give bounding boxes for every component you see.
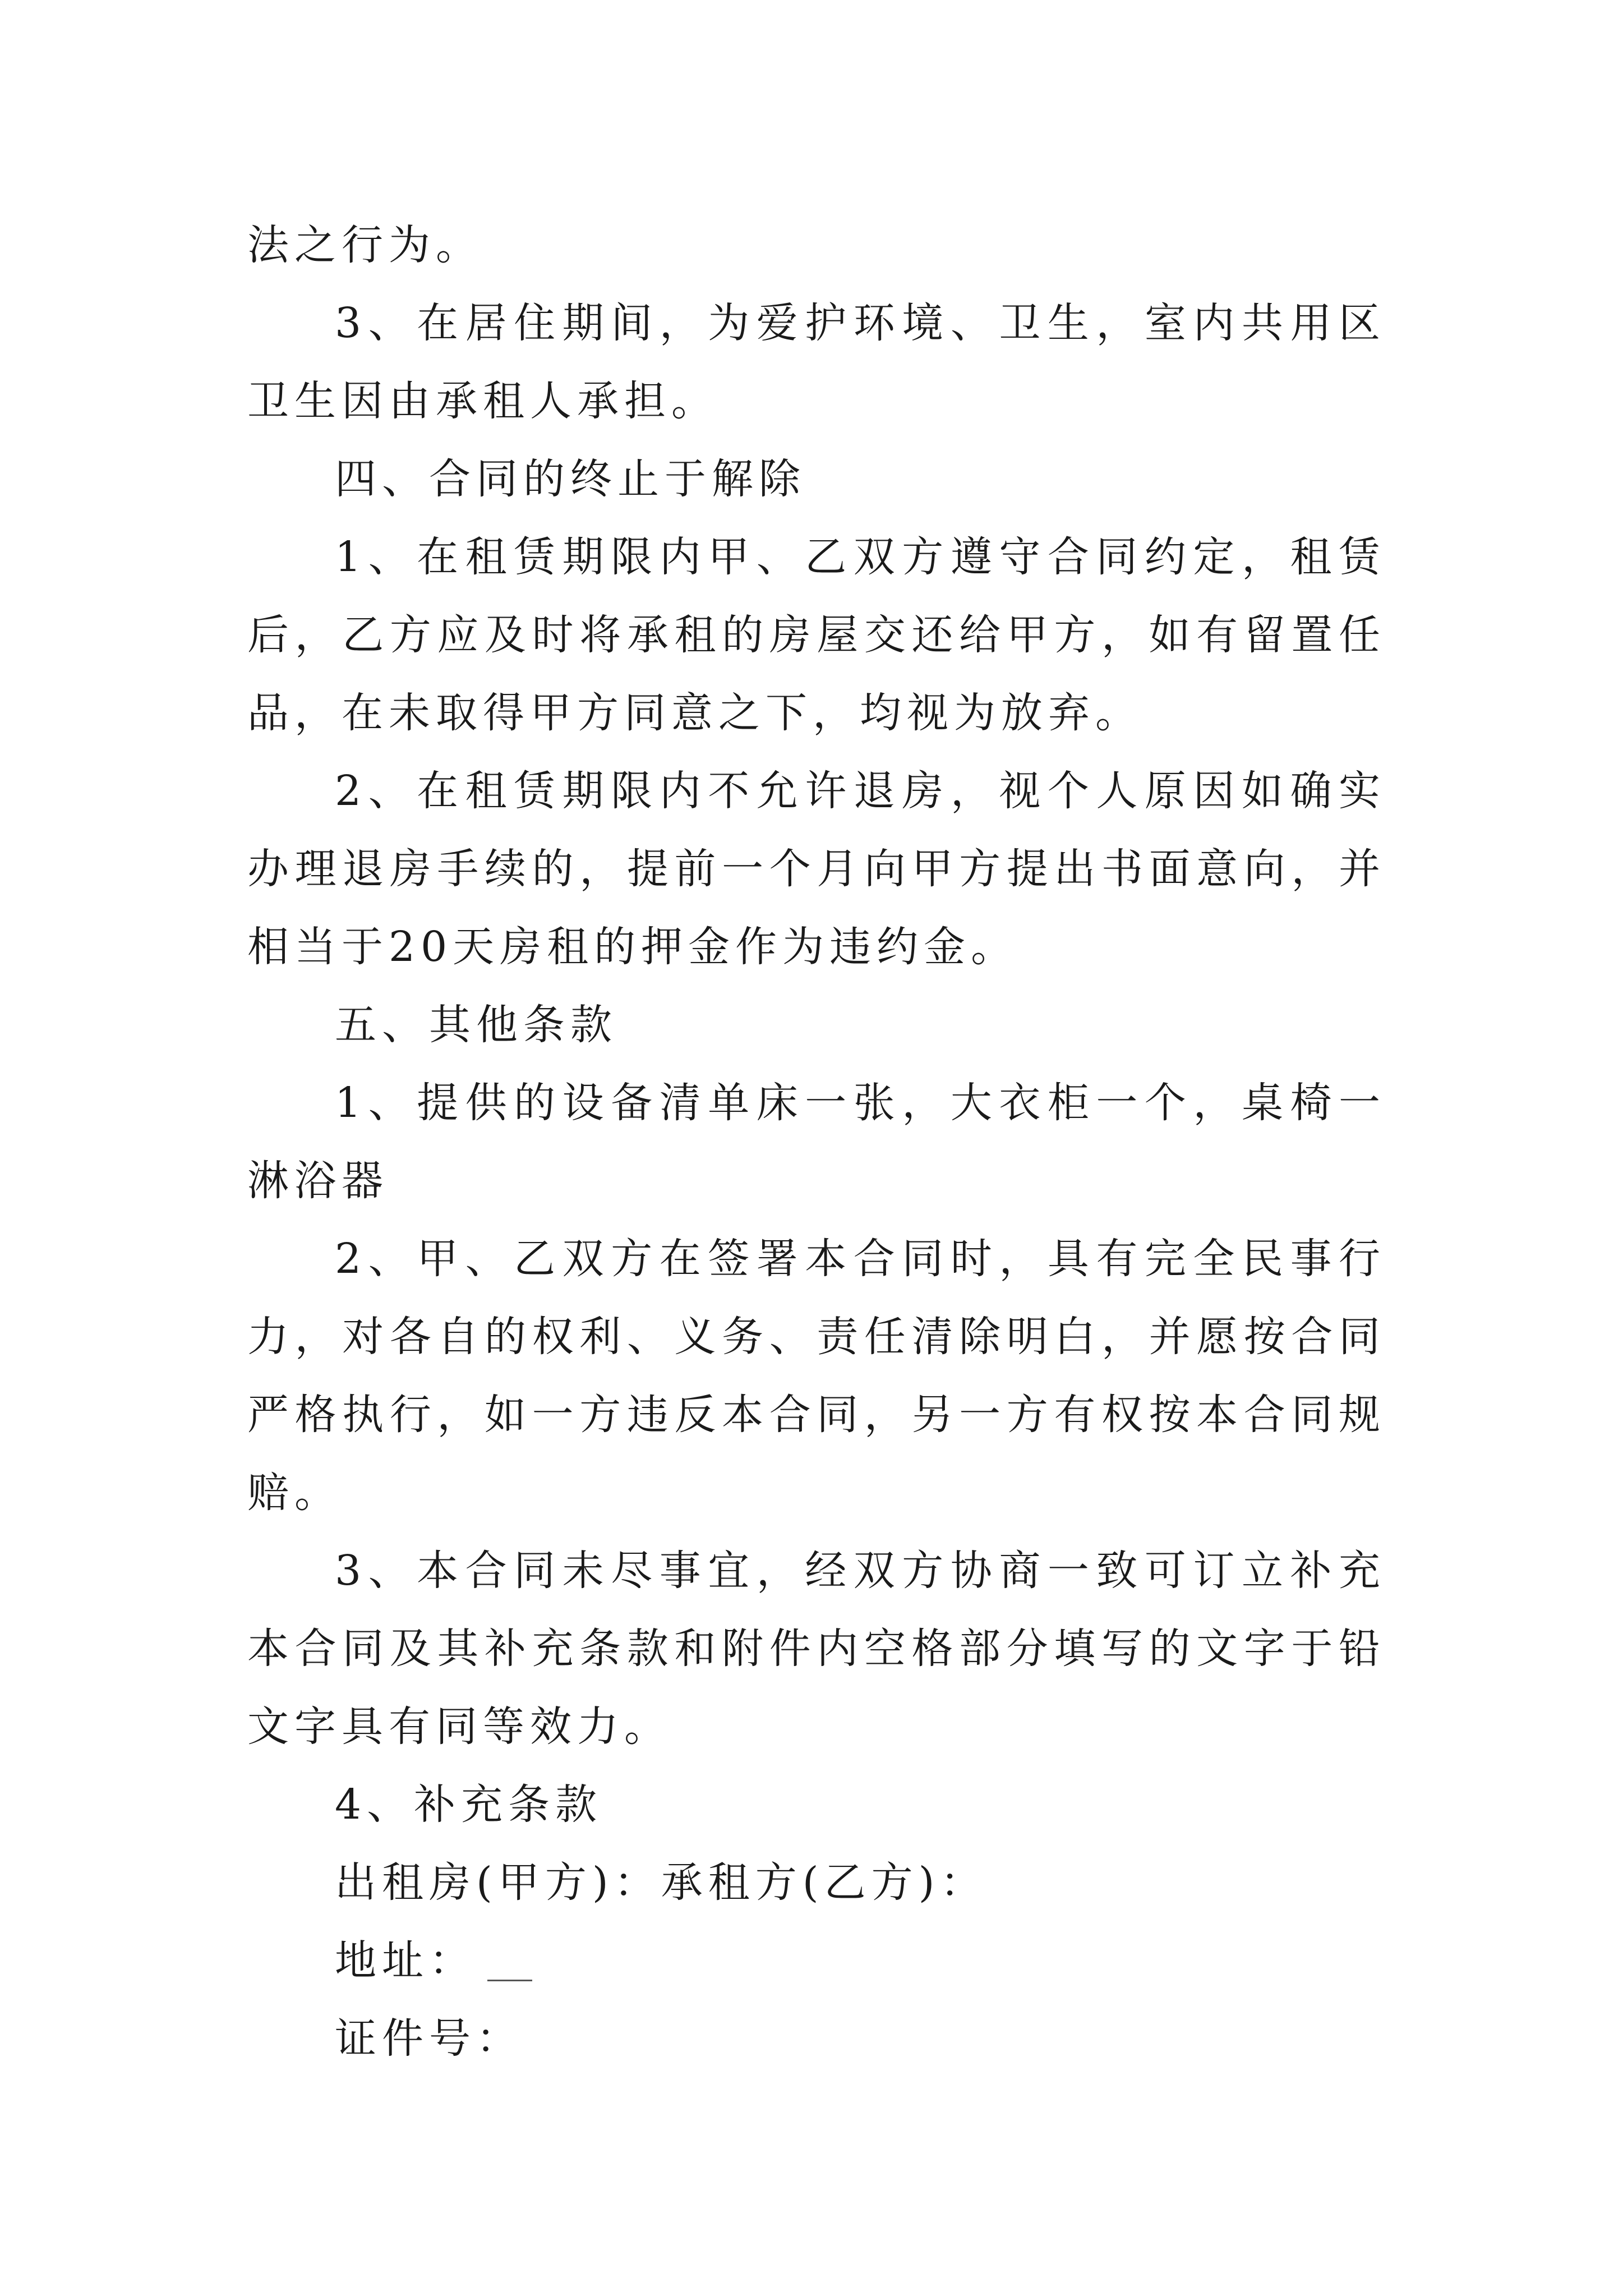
- address-row: [247, 1922, 1386, 2000]
- id-number-row: [247, 2000, 1386, 2078]
- s4-clause-2-line-2: 办理退房手续的，提前一个月向甲方提出书面意向，并: [247, 845, 1386, 893]
- s5-clause-2-line-1: 2、甲、乙双方在签署本合同时，具有完全民事行: [335, 1235, 1386, 1283]
- clause-3-line-1: 3、在居住期间，为爱护环境、卫生，室内共用区: [335, 299, 1386, 347]
- s4-clause-1-line-1: 1、在租赁期限内甲、乙双方遵守合同约定，租赁: [335, 533, 1386, 581]
- s5-clause-3-line-1: 3、本合同未尽事宜，经双方协商一致可订立补充: [335, 1547, 1386, 1595]
- section-4-heading: 四、合同的终止于解除: [335, 455, 806, 503]
- s4-clause-1-line-2: 后，乙方应及时将承租的房屋交还给甲方，如有留置任: [247, 611, 1386, 659]
- document-body: [247, 206, 1386, 2078]
- address-blank: [487, 1946, 532, 1981]
- s5-clause-2-line-2: 力，对各自的权利、义务、责任清除明白，并愿按合同: [247, 1313, 1386, 1361]
- signature-parties: 出租房(甲方)：承租方(乙方)：: [335, 1858, 988, 1907]
- s5-clause-2-line-3: 严格执行，如一方违反本合同，另一方有权按本合同规: [247, 1391, 1386, 1439]
- section-5-heading: 五、其他条款: [335, 1001, 617, 1049]
- s5-clause-2-line-4: 赔。: [247, 1469, 342, 1517]
- text-line: 法之行为。: [247, 221, 483, 269]
- address-label: 地址：: [335, 1936, 476, 1985]
- clause-3-line-2: 卫生因由承租人承担。: [247, 377, 718, 425]
- s5-clause-4: 4、补充条款: [335, 1780, 603, 1829]
- s5-clause-3-line-2: 本合同及其补充条款和附件内空格部分填写的文字于铅: [247, 1625, 1386, 1673]
- id-number-label: 证件号：: [335, 2014, 523, 2063]
- s4-clause-1-line-3: 品，在未取得甲方同意之下，均视为放弃。: [247, 689, 1142, 737]
- s5-clause-1-line-1: 1、提供的设备清单床一张，大衣柜一个，桌椅一: [335, 1079, 1386, 1127]
- s4-clause-2-line-3: 相当于20天房租的押金作为违约金。: [247, 923, 1018, 971]
- s5-clause-1-line-2: 淋浴器: [247, 1157, 389, 1205]
- s5-clause-3-line-3: 文字具有同等效力。: [247, 1703, 671, 1751]
- s4-clause-2-line-1: 2、在租赁期限内不允许退房，视个人原因如确实: [335, 767, 1386, 815]
